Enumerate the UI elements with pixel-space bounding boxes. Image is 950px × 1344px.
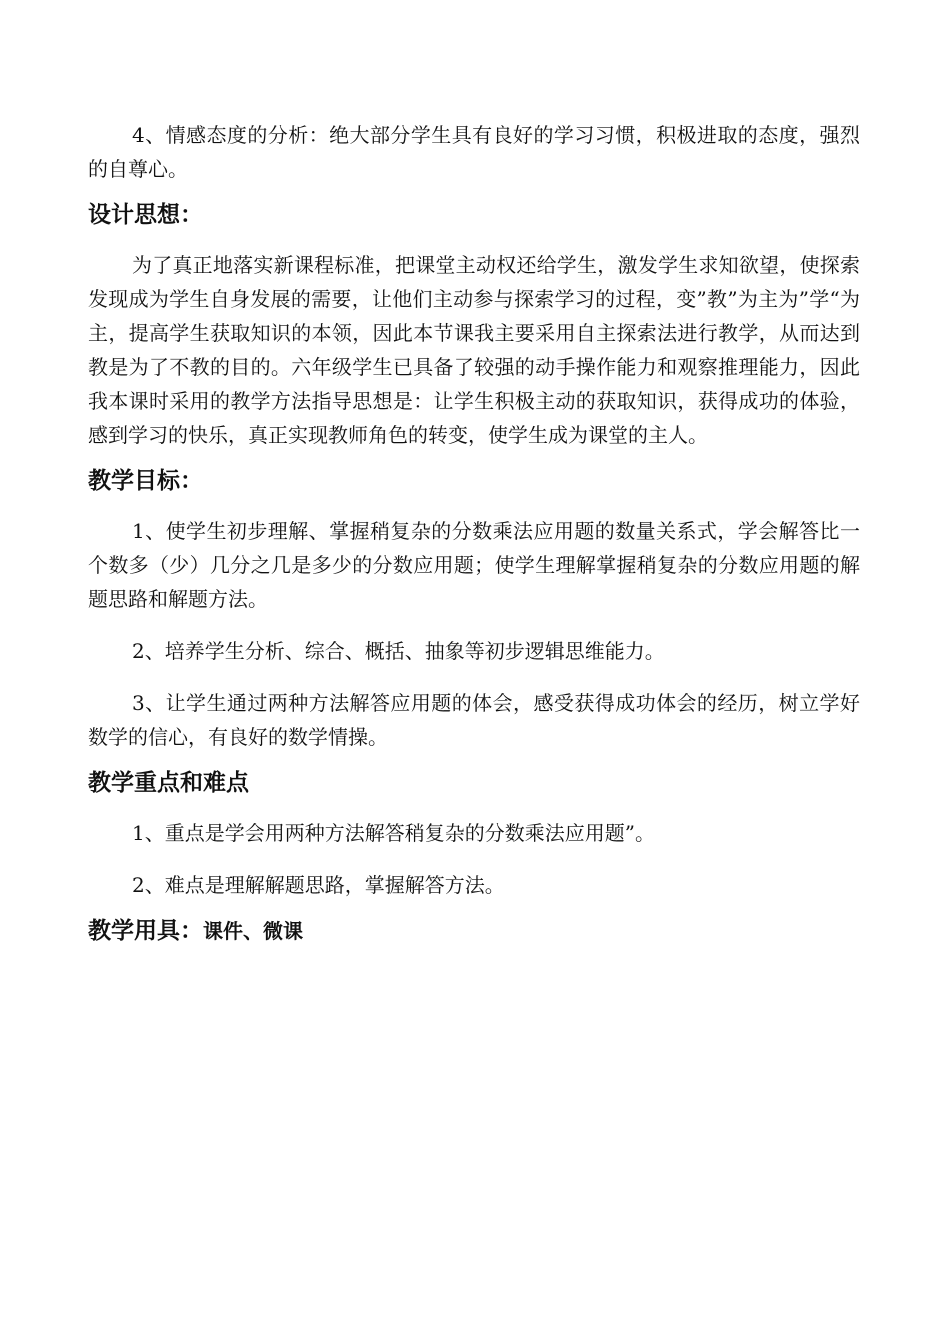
document-page [88, 118, 860, 946]
objective-item-3: 3、让学生通过两种方法解答应用题的体会，感受获得成功体会的经历，树立学好数学的信心，有良好的数学情操。 [88, 691, 860, 749]
key-points-heading: 教学重点和难点 [88, 769, 249, 796]
objective-item-1: 1、使学生初步理解、掌握稍复杂的分数乘法应用题的数量关系式，学会解答比一个数多（少）几分之几是多少的分数应用题；使学生理解掌握稍复杂的分数应用题的解题思路和解题方法。 [88, 519, 860, 611]
attitude-analysis-paragraph: 4、情感态度的分析：绝大部分学生具有良好的学习习惯，积极进取的态度，强烈的自尊心。 [88, 123, 860, 181]
design-idea-paragraph: 为了真正地落实新课程标准，把课堂主动权还给学生，激发学生求知欲望，使探索发现成为学生自身发展的需要，让他们主动参与探索学习的过程，变”教”为主为”学“为主，提高学生获取知识的本领，因此本节课我主要采用自主探索法进行教学，从而达到教是为了不教的目的。六年级学生已具备了较强的动手操作能力和观察推理能力，因此我本课时采用的教学方法指导思想是：让学生积极主动的获取知识，获得成功的体验，感到学习的快乐，真正实现教师角色的转变，使学生成为课堂的主人。 [88, 253, 860, 447]
tools-value: 课件、微课 [203, 919, 303, 943]
key-point-item-1: 1、重点是学会用两种方法解答稍复杂的分数乘法应用题”。 [132, 821, 655, 845]
objectives-heading: 教学目标： [88, 467, 203, 494]
key-point-item-2: 2、难点是理解解题思路，掌握解答方法。 [132, 873, 505, 897]
design-idea-heading: 设计思想： [88, 201, 203, 228]
tools-label: 教学用具： [88, 917, 203, 944]
objective-item-2: 2、培养学生分析、综合、概括、抽象等初步逻辑思维能力。 [132, 639, 665, 663]
tools-heading [88, 916, 860, 946]
